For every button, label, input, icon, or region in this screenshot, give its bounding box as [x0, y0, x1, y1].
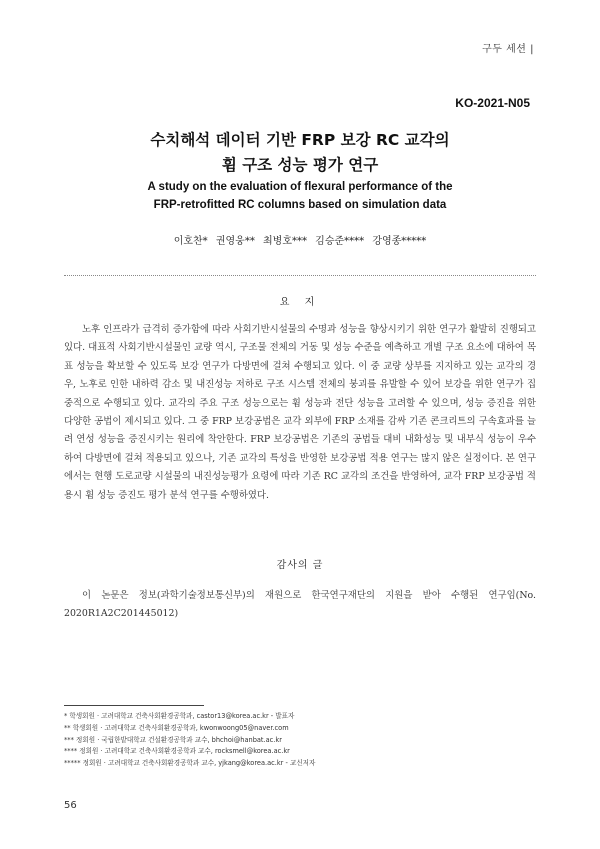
page-number: 56: [64, 800, 77, 811]
footnote-1: * 학생회원 · 고려대학교 건축사회환경공학과, castor13@korea.ac.kr - 발표자: [64, 712, 295, 720]
footnote-4: **** 정회원 · 고려대학교 건축사회환경공학과 교수, rocksmell@korea.ac.kr: [64, 747, 290, 756]
running-header: 구두 세션 |: [482, 44, 534, 55]
author-list: 이호찬* 권영웅** 최병호*** 김승준**** 강영종*****: [173, 236, 427, 247]
acknowledgment-body: 이 논문은 정보(과학기술정보통신부)의 재원으로 한국연구재단의 지원을 받아 수행된 연구임(No. 2020R1A2C201445012): [64, 590, 536, 620]
section-divider: [64, 275, 536, 276]
footnote-divider: [64, 705, 204, 706]
title-english-line-2: FRP-retrofitted RC columns based on simulation data: [153, 199, 447, 211]
paper-code: KO-2021-N05: [455, 96, 530, 110]
acknowledgment-heading: 감사의 글: [276, 560, 324, 571]
title-korean-line-2: 휨 구조 성능 평가 연구: [221, 156, 379, 174]
title-english-line-1: A study on the evaluation of flexural performance of the: [147, 181, 453, 193]
footnotes: [64, 711, 536, 770]
footnote-3: *** 정회원 · 국립한밭대학교 건설환경공학과 교수, bhchoi@hanbat.ac.kr: [64, 735, 282, 744]
abstract-body: 노후 인프라가 급격히 증가함에 따라 사회기반시설물의 수명과 성능을 향상시키기 위한 연구가 활발히 진행되고 있다. 대표적 사회기반시설물인 교량 역시, 구조물 전체의 거동 및 성능 수준을 예측하고 개별 구조 요소에 대하여 목표 성능을 확보할 수 있도록 보강 연구가 다방면에 걸쳐 수행되고 있다. 이 중 교량 상부를 지지하고 있는 교각의 경우, 노후로 인한 내하력 감소 및 내진성능 저하로 구조 시스템 전체의 붕괴를 유발할 수 있어 보강을 위한 연구가 집중적으로 수행되고 있다. 교각의 주요 구조 성능으로는 휨 성능과 전단 성능을 고려할 수 있으며, 성능 증진을 위한 다양한 공법이 제시되고 있다. 그 중 FRP 보강공법은 교각 외부에 FRP 소재를 감싸 기존 콘크리트의 구속효과를 늘려 연성 성능을 증진시키는 원리에 착안한다. FRP 보강공법은 기존의 공법들 대비 내화성능 및 내부식 성능이 우수하여 다방면에 걸쳐 적용되고 있으나, 기존 교각의 특성을 반영한 보강공법 적용 연구는 많지 않은 실정이다. 본 연구에서는 현행 도로교량 시설물의 내진성능평가 요령에 따라 기존 RC 교각의 조건을 반영하여, 교각 FRP 보강공법 적용시 휨 성능 증진도 평가 분석 연구를 수행하였다.: [64, 324, 536, 501]
title-korean: [0, 128, 600, 178]
title-korean-line-1: 수치해석 데이터 기반 FRP 보강 RC 교각의: [150, 131, 450, 149]
abstract-heading: 요 지: [279, 297, 321, 308]
footnote-5: ***** 정회원 · 고려대학교 건축사회환경공학과 교수, yjkang@korea.ac.kr - 교신저자: [64, 759, 316, 768]
footnote-2: ** 학생회원 · 고려대학교 건축사회환경공학과, kwonwoong05@naver.com: [64, 723, 289, 732]
title-english: [0, 178, 600, 214]
